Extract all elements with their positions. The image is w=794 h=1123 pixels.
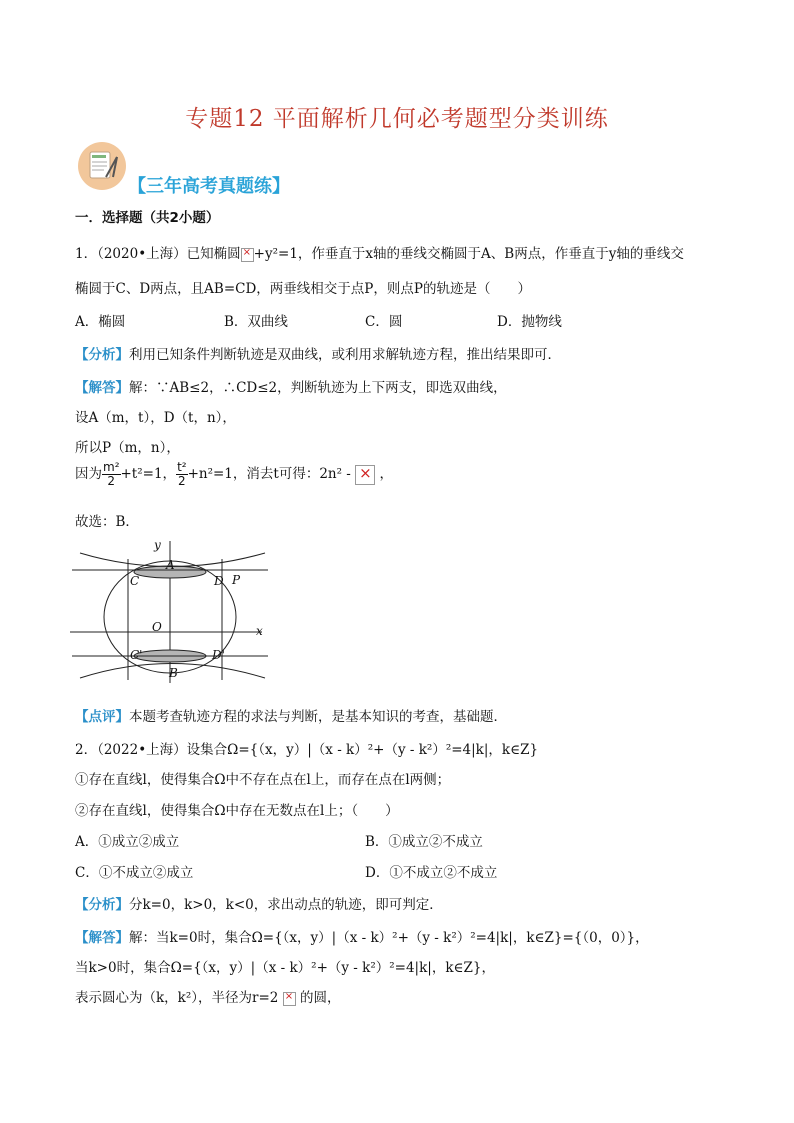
q1-stem-a: 1．（2020•上海）已知椭圆 <box>75 246 241 262</box>
q1-solution-3: 所以P（m，n）， <box>75 440 180 456</box>
q1-option-a: A．椭圆 <box>75 314 126 330</box>
solution-tag: 【解答】 <box>75 380 129 396</box>
solution-tag: 【解答】 <box>75 930 129 946</box>
solution-4-mid2: +n²=1，消去t可得：2n² - <box>187 466 351 482</box>
fraction-numerator: t² <box>177 460 187 474</box>
comment-text: 本题考查轨迹方程的求法与判断，是基本知识的考查，基础题． <box>129 709 507 725</box>
q1-option-b: B．双曲线 <box>224 314 288 330</box>
q1-solution-1 <box>75 376 507 396</box>
ellipse-hyperbola-figure <box>70 535 270 685</box>
q1-stem-line-2: 椭圆于C、D两点，且AB=CD，两垂线相交于点P，则点P的轨迹是（ ） <box>75 281 531 297</box>
q2-option-b: B．①成立②不成立 <box>365 834 483 850</box>
solution-4-pre: 因为 <box>75 466 102 482</box>
fraction-m <box>102 461 121 488</box>
fraction-t <box>176 461 188 488</box>
q2-analysis <box>75 893 443 913</box>
label-origin: O <box>152 620 162 634</box>
label-d-prime: D' <box>212 648 225 662</box>
q1-comment <box>75 705 507 725</box>
broken-image-icon <box>241 248 254 262</box>
label-a: A <box>166 558 175 572</box>
q1-stem-line-1 <box>75 242 684 262</box>
analysis-tag: 【分析】 <box>75 897 129 913</box>
solution-3-post: 的圆， <box>299 990 341 1006</box>
label-c: C <box>130 574 140 588</box>
q1-solution-5: 故选：B． <box>75 514 139 530</box>
subsection-heading: 一．选择题（共2小题） <box>75 210 220 226</box>
fraction-numerator: m² <box>103 460 120 474</box>
q2-option-d: D．①不成立②不成立 <box>365 865 498 881</box>
label-y: y <box>154 538 161 552</box>
broken-image-icon <box>283 992 296 1006</box>
analysis-text: 分k=0，k>0，k<0，求出动点的轨迹，即可判定． <box>129 897 443 913</box>
label-b: B <box>169 666 178 680</box>
label-c-prime: C' <box>130 648 143 662</box>
analysis-tag: 【分析】 <box>75 347 129 363</box>
q2-solution-2: 当k>0时，集合Ω={（x，y）|（x - k）²+（y - k²）²=4|k|，k∈Z}， <box>75 960 495 976</box>
q2-solution-3 <box>75 986 340 1006</box>
q2-option-a: A．①成立②成立 <box>75 834 180 850</box>
q1-stem-b: +y²=1，作垂直于x轴的垂线交椭圆于A、B两点，作垂直于y轴的垂线交 <box>253 246 684 262</box>
q1-option-c: C．圆 <box>365 314 403 330</box>
q2-stem-3: ②存在直线l，使得集合Ω中存在无数点在l上；（ ） <box>75 803 399 819</box>
solution-3-pre: 表示圆心为（k，k²），半径为r=2 <box>75 990 279 1006</box>
label-p: P <box>232 573 241 587</box>
section-badge: 【三年高考真题练】 <box>128 176 290 197</box>
q1-solution-4 <box>75 461 393 488</box>
q1-solution-2: 设A（m，t），D（t，n）， <box>75 410 236 426</box>
q2-solution-1 <box>75 926 649 946</box>
comment-tag: 【点评】 <box>75 709 129 725</box>
solution-4-mid1: +t²=1， <box>120 466 177 482</box>
page-title: 专题12 平面解析几何必考题型分类训练 <box>185 106 609 132</box>
q2-stem-1: 2．（2022•上海）设集合Ω={（x，y）|（x - k）²+（y - k²）²=4|k|，k∈Z} <box>75 742 539 758</box>
fraction-denominator: 2 <box>107 474 116 488</box>
q1-analysis <box>75 343 561 363</box>
notebook-pencil-icon <box>77 141 127 191</box>
q2-stem-2: ①存在直线l，使得集合Ω中不存在点在l上，而存在点在l两侧； <box>75 772 451 788</box>
analysis-text: 利用已知条件判断轨迹是双曲线，或利用求解轨迹方程，推出结果即可． <box>129 347 561 363</box>
fraction-denominator: 2 <box>178 474 186 488</box>
q1-option-d: D．抛物线 <box>497 314 562 330</box>
solution-text: 解：∵AB≤2，∴CD≤2，判断轨迹为上下两支，即选双曲线， <box>129 380 507 396</box>
label-d: D <box>214 574 224 588</box>
solution-text: 解：当k=0时，集合Ω={（x，y）|（x - k）²+（y - k²）²=4|k|，k∈Z}={（0，0）}， <box>129 930 649 946</box>
label-x: x <box>256 624 263 638</box>
q2-option-c: C．①不成立②成立 <box>75 865 194 881</box>
broken-image-icon <box>355 465 375 485</box>
solution-4-end: ， <box>379 466 393 482</box>
